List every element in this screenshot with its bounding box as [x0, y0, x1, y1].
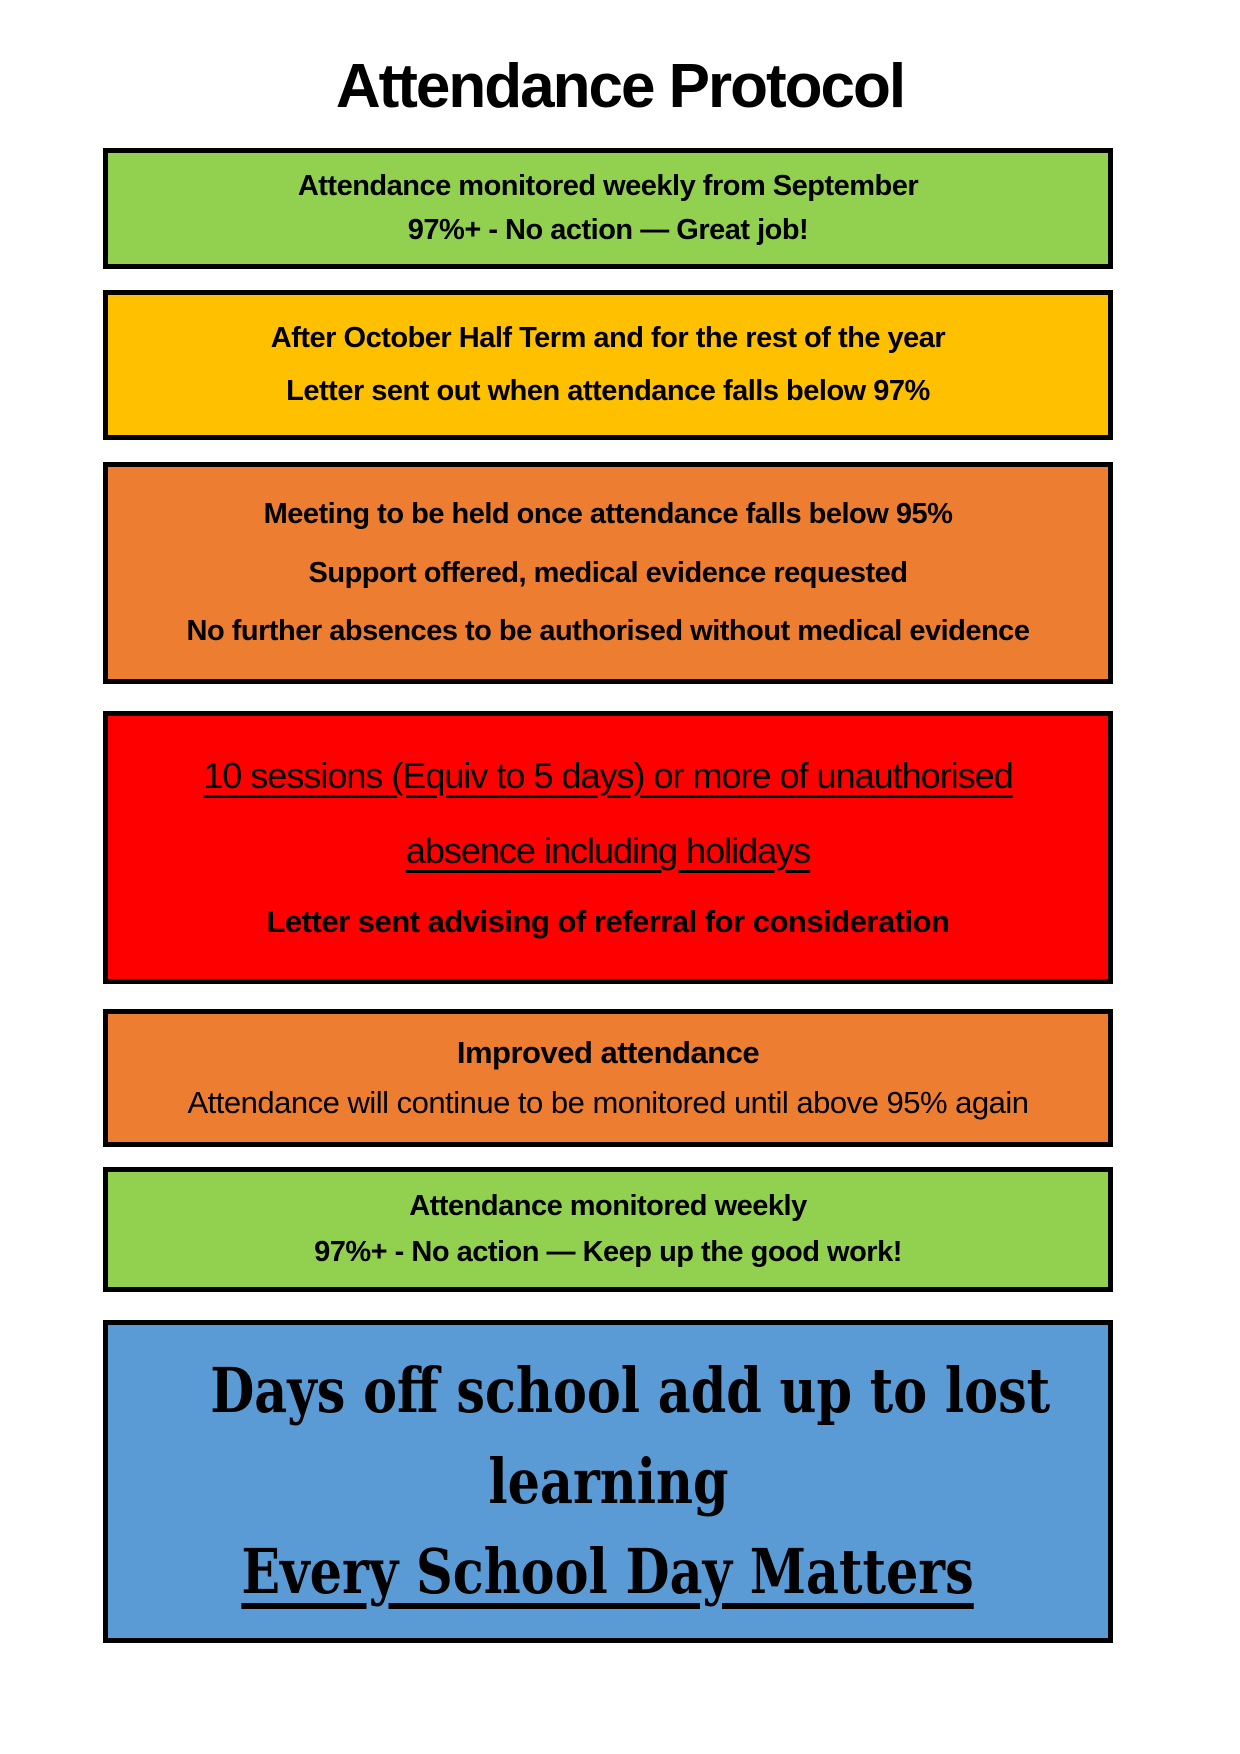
box-closing-message — [103, 1320, 1113, 1643]
box-weekly-monitoring-september — [103, 148, 1113, 269]
box-weekly-monitoring-continued — [103, 1167, 1113, 1292]
box-after-october-half-term — [103, 290, 1113, 440]
box-line: learning — [487, 1444, 729, 1518]
box-line: Improved attendance — [456, 1034, 760, 1070]
box-line: Support offered, medical evidence requested — [308, 556, 908, 589]
box-line: absence including holidays — [405, 829, 811, 871]
box-line: 97%+ - No action — Great job! — [407, 214, 809, 246]
box-line: Meeting to be held once attendance falls below 95% — [263, 498, 953, 531]
box-line: Attendance monitored weekly from September — [297, 170, 919, 202]
box-line: Letter sent out when attendance falls below 97% — [286, 375, 930, 408]
page-title: Attendance Protocol — [335, 52, 905, 121]
box-improved-attendance — [103, 1009, 1113, 1147]
box-below-95-meeting — [103, 462, 1113, 684]
box-line: 97%+ - No action — Keep up the good work! — [314, 1235, 902, 1268]
box-line: After October Half Term and for the rest of the year — [270, 321, 946, 354]
box-line: Attendance monitored weekly — [409, 1190, 807, 1223]
box-line: No further absences to be authorised without medical evidence — [186, 614, 1030, 647]
protocol-box-stack — [103, 148, 1113, 1643]
box-line: Attendance will continue to be monitored until above 95% again — [187, 1085, 1029, 1121]
box-line: Letter sent advising of referral for consideration — [266, 904, 950, 940]
box-line: 10 sessions (Equiv to 5 days) or more of unauthorised — [203, 754, 1013, 796]
box-line: Every School Day Matters — [241, 1535, 975, 1609]
box-line: Days off school add up to lost — [210, 1353, 1051, 1427]
box-unauthorised-absence-referral — [103, 711, 1113, 984]
